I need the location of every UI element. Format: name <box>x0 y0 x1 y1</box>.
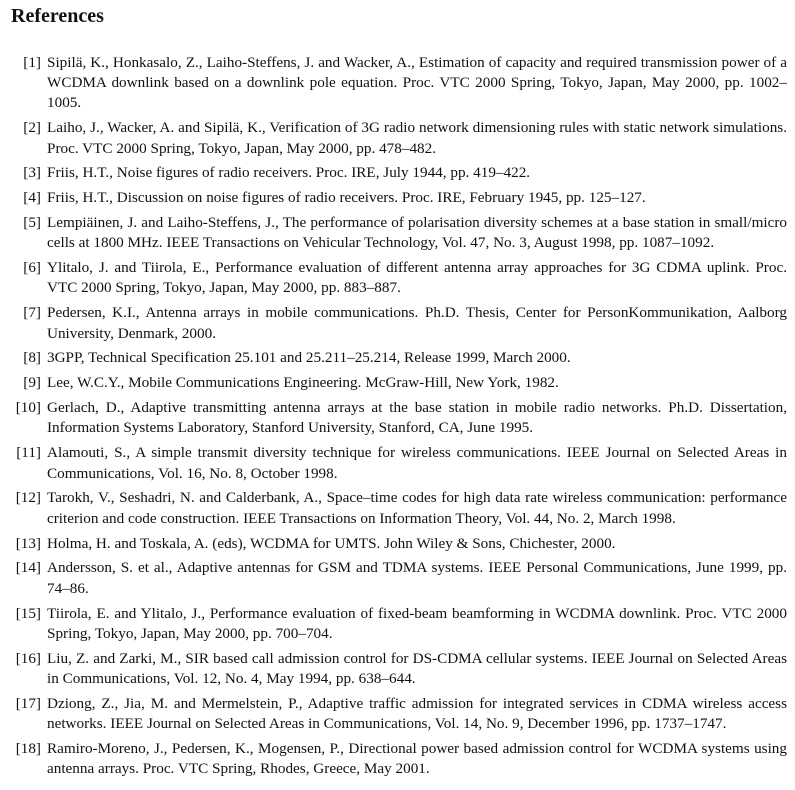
reference-number: [14] <box>15 559 41 577</box>
reference-text: Liu, Z. and Zarki, M., SIR based call admission control for DS-CDMA cellular systems. IEEE Journal on Selected Areas in Communications, Vol. 12, No. 4, May 1994, pp. 638–644. <box>47 649 787 687</box>
reference-number: [18] <box>15 739 41 757</box>
reference-item <box>11 258 787 298</box>
reference-item <box>11 213 787 253</box>
reference-text: Lempiäinen, J. and Laiho-Steffens, J., The performance of polarisation diversity schemes at a base station in small/micro cells at 1800 MHz. IEEE Transactions on Vehicular Technology, Vol. 47, No. 3, August 1998, pp. 1087–1092. <box>47 214 787 252</box>
reference-item <box>11 373 787 393</box>
reference-item <box>11 534 787 554</box>
reference-number: [2] <box>23 119 41 137</box>
reference-item <box>11 348 787 368</box>
reference-item <box>11 649 787 689</box>
reference-text: Andersson, S. et al., Adaptive antennas for GSM and TDMA systems. IEEE Personal Communications, June 1999, pp. 74–86. <box>47 559 787 597</box>
reference-text: Friis, H.T., Noise figures of radio receivers. Proc. IRE, July 1944, pp. 419–422. <box>47 164 531 182</box>
reference-number: [10] <box>15 399 41 417</box>
reference-item <box>11 303 787 343</box>
reference-item <box>11 163 787 183</box>
reference-text: Sipilä, K., Honkasalo, Z., Laiho-Steffens, J. and Wacker, A., Estimation of capacity and required transmission power of a WCDMA downlink based on a downlink pole equation. Proc. VTC 2000 Spring, Tokyo, Japan, May 2000, pp. 1002–1005. <box>47 54 787 112</box>
reference-text: Holma, H. and Toskala, A. (eds), WCDMA for UMTS. John Wiley & Sons, Chichester, 2000. <box>47 534 616 552</box>
reference-text: Ramiro-Moreno, J., Pedersen, K., Mogensen, P., Directional power based admission control for WCDMA systems using antenna arrays. Proc. VTC Spring, Rhodes, Greece, May 2001. <box>47 739 787 777</box>
reference-number: [6] <box>23 259 41 277</box>
reference-item <box>11 558 787 598</box>
reference-text: Pedersen, K.I., Antenna arrays in mobile communications. Ph.D. Thesis, Center for PersonKommunikation, Aalborg University, Denmark, 2000. <box>47 304 787 342</box>
reference-text: Friis, H.T., Discussion on noise figures of radio receivers. Proc. IRE, February 1945, pp. 125–127. <box>47 189 646 207</box>
reference-item <box>11 398 787 438</box>
reference-number: [13] <box>15 534 41 552</box>
reference-number: [15] <box>15 604 41 622</box>
reference-number: [11] <box>16 444 41 462</box>
reference-number: [16] <box>15 649 41 667</box>
reference-text: Dziong, Z., Jia, M. and Mermelstein, P., Adaptive traffic admission for integrated services in CDMA wireless access networks. IEEE Journal on Selected Areas in Communications, Vol. 14, No. 9, December 1996, pp. 1737–1747. <box>47 694 787 732</box>
reference-text: Gerlach, D., Adaptive transmitting antenna arrays at the base station in mobile radio networks. Ph.D. Dissertation, Information Systems Laboratory, Stanford University, Stanford, CA, June 1995. <box>47 399 787 437</box>
reference-number: [12] <box>15 489 41 507</box>
reference-item <box>11 694 787 734</box>
reference-number: [1] <box>23 54 41 71</box>
page-title: References <box>11 5 104 27</box>
reference-number: [9] <box>23 374 41 392</box>
reference-text: Ylitalo, J. and Tiirola, E., Performance evaluation of different antenna array approaches for 3G CDMA uplink. Proc. VTC 2000 Spring, Tokyo, Japan, May 2000, pp. 883–887. <box>47 259 787 297</box>
reference-item <box>11 443 787 483</box>
reference-number: [5] <box>23 214 41 232</box>
reference-item <box>11 739 787 779</box>
reference-item <box>11 488 787 528</box>
reference-text: Tarokh, V., Seshadri, N. and Calderbank, A., Space–time codes for high data rate wireless communication: performance criterion and code construction. IEEE Transactions on Information Theory, Vol. 44, No. 2, March 1998. <box>47 489 787 527</box>
reference-number: [4] <box>23 189 41 207</box>
reference-item <box>11 604 787 644</box>
reference-list <box>11 53 787 784</box>
reference-item <box>11 118 787 158</box>
reference-number: [7] <box>23 304 41 322</box>
reference-number: [8] <box>23 349 41 367</box>
reference-text: Alamouti, S., A simple transmit diversity technique for wireless communications. IEEE Journal on Selected Areas in Communications, Vol. 16, No. 8, October 1998. <box>47 444 787 482</box>
reference-item <box>11 53 787 114</box>
reference-text: Laiho, J., Wacker, A. and Sipilä, K., Verification of 3G radio network dimensioning rules with static network simulations. Proc. VTC 2000 Spring, Tokyo, Japan, May 2000, pp. 478–482. <box>47 119 787 157</box>
reference-text: Tiirola, E. and Ylitalo, J., Performance evaluation of fixed-beam beamforming in WCDMA downlink. Proc. VTC 2000 Spring, Tokyo, Japan, May 2000, pp. 700–704. <box>47 604 787 642</box>
reference-text: Lee, W.C.Y., Mobile Communications Engineering. McGraw-Hill, New York, 1982. <box>47 374 559 392</box>
reference-item <box>11 188 787 208</box>
reference-number: [3] <box>23 164 41 182</box>
reference-number: [17] <box>15 694 41 712</box>
reference-text: 3GPP, Technical Specification 25.101 and 25.211–25.214, Release 1999, March 2000. <box>47 349 571 367</box>
